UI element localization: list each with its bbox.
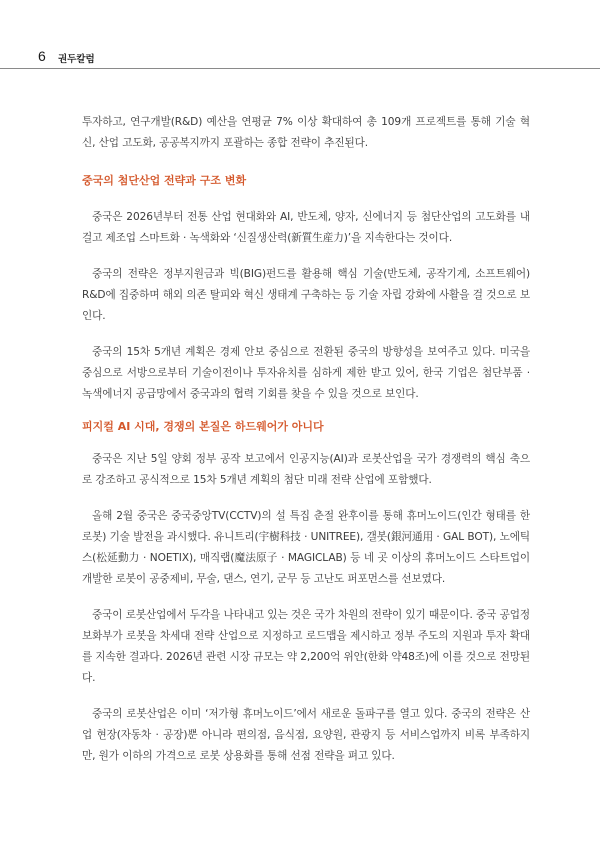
paragraph: 중국의 로봇산업은 이미 ‘저가형 휴머노이드’에서 새로운 돌파구를 열고 있다. 중국의 전략은 산업 현장(자동차 · 공장)뿐 아니라 편의점, 음식점, 요양원, 관광지 등 서비스업까지 비록 부족하지만, 원가 이하의 가격으로 로봇 상용화를 통해 선점 전략을 펴고 있다. [82,708,530,762]
page-header [0,0,600,70]
header-divider [0,68,600,69]
paragraph: 중국이 로봇산업에서 두각을 나타내고 있는 것은 국가 차원의 전략이 있기 때문이다. 중국 공업정보화부가 로봇을 차세대 전략 산업으로 지정하고 로드맵을 제시하고 정부 주도의 지원과 투자 확대를 지속한 결과다. 2026년 관련 시장 규모는 약 2,200억 위안(한화 약48조)에 이를 것으로 전망된다. [82,609,530,684]
paragraph: 중국의 15차 5개년 계획은 경제 안보 중심으로 전환된 중국의 방향성을 보여주고 있다. 미국을 중심으로 서방으로부터 기술이전이나 투자유치를 심하게 제한 받고 있어, 한국 기업은 첨단부품 · 녹색에너지 공급망에서 중국과의 협력 기회를 찾을 수 있을 것으로 보인다. [82,346,530,400]
paragraph: 올해 2월 중국은 중국중앙TV(CCTV)의 설 특집 춘절 완후이를 통해 휴머노이드(인간 형태를 한 로봇) 기술 발전을 과시했다. 유니트리(宇樹科技 · UNITREE), 갤봇(銀河通用 · GAL BOT), 노에틱스(松延動力 · NOETIX), 매직랩(魔法原子 · MAGICLAB) 등 네 곳 이상의 휴머노이드 스타트업이 개발한 로봇이 공중제비, 무술, 댄스, 연기, 군무 등 고난도 퍼포먼스를 선보였다. [82,510,530,585]
section-heading-physical-ai: 피지컬 AI 시대, 경쟁의 본질은 하드웨어가 아니다 [82,420,324,433]
paragraph-intro: 투자하고, 연구개발(R&D) 예산을 연평균 7% 이상 확대하여 총 109개 프로젝트를 통해 기술 혁신, 산업 고도화, 공공복지까지 포괄하는 종합 전략이 추진된다. [82,116,530,149]
article-body [82,112,530,767]
paragraph: 중국의 전략은 정부지원금과 빅(BIG)펀드를 활용해 핵심 기술(반도체, 공작기계, 소프트웨어) R&D에 집중하며 해외 의존 탈피와 혁신 생태계 구축하는 등 기술 자립 강화에 사활을 걸 것으로 보인다. [82,268,530,322]
paragraph: 중국은 지난 5일 양회 정부 공작 보고에서 인공지능(AI)과 로봇산업을 국가 경쟁력의 핵심 축으로 강조하고 공식적으로 15차 5개년 계획의 첨단 미래 전략 산업에 포함했다. [82,453,530,486]
section-name: 권두칼럼 [58,54,95,65]
page-number: 6 [38,48,46,64]
paragraph: 중국은 2026년부터 전통 산업 현대화와 AI, 반도체, 양자, 신에너지 등 첨단산업의 고도화를 내걸고 제조업 스마트화 · 녹색화와 ‘신질생산력(新質生産力)’을 지속한다는 것이다. [82,211,530,244]
section-heading-strategy: 중국의 첨단산업 전략과 구조 변화 [82,174,247,187]
